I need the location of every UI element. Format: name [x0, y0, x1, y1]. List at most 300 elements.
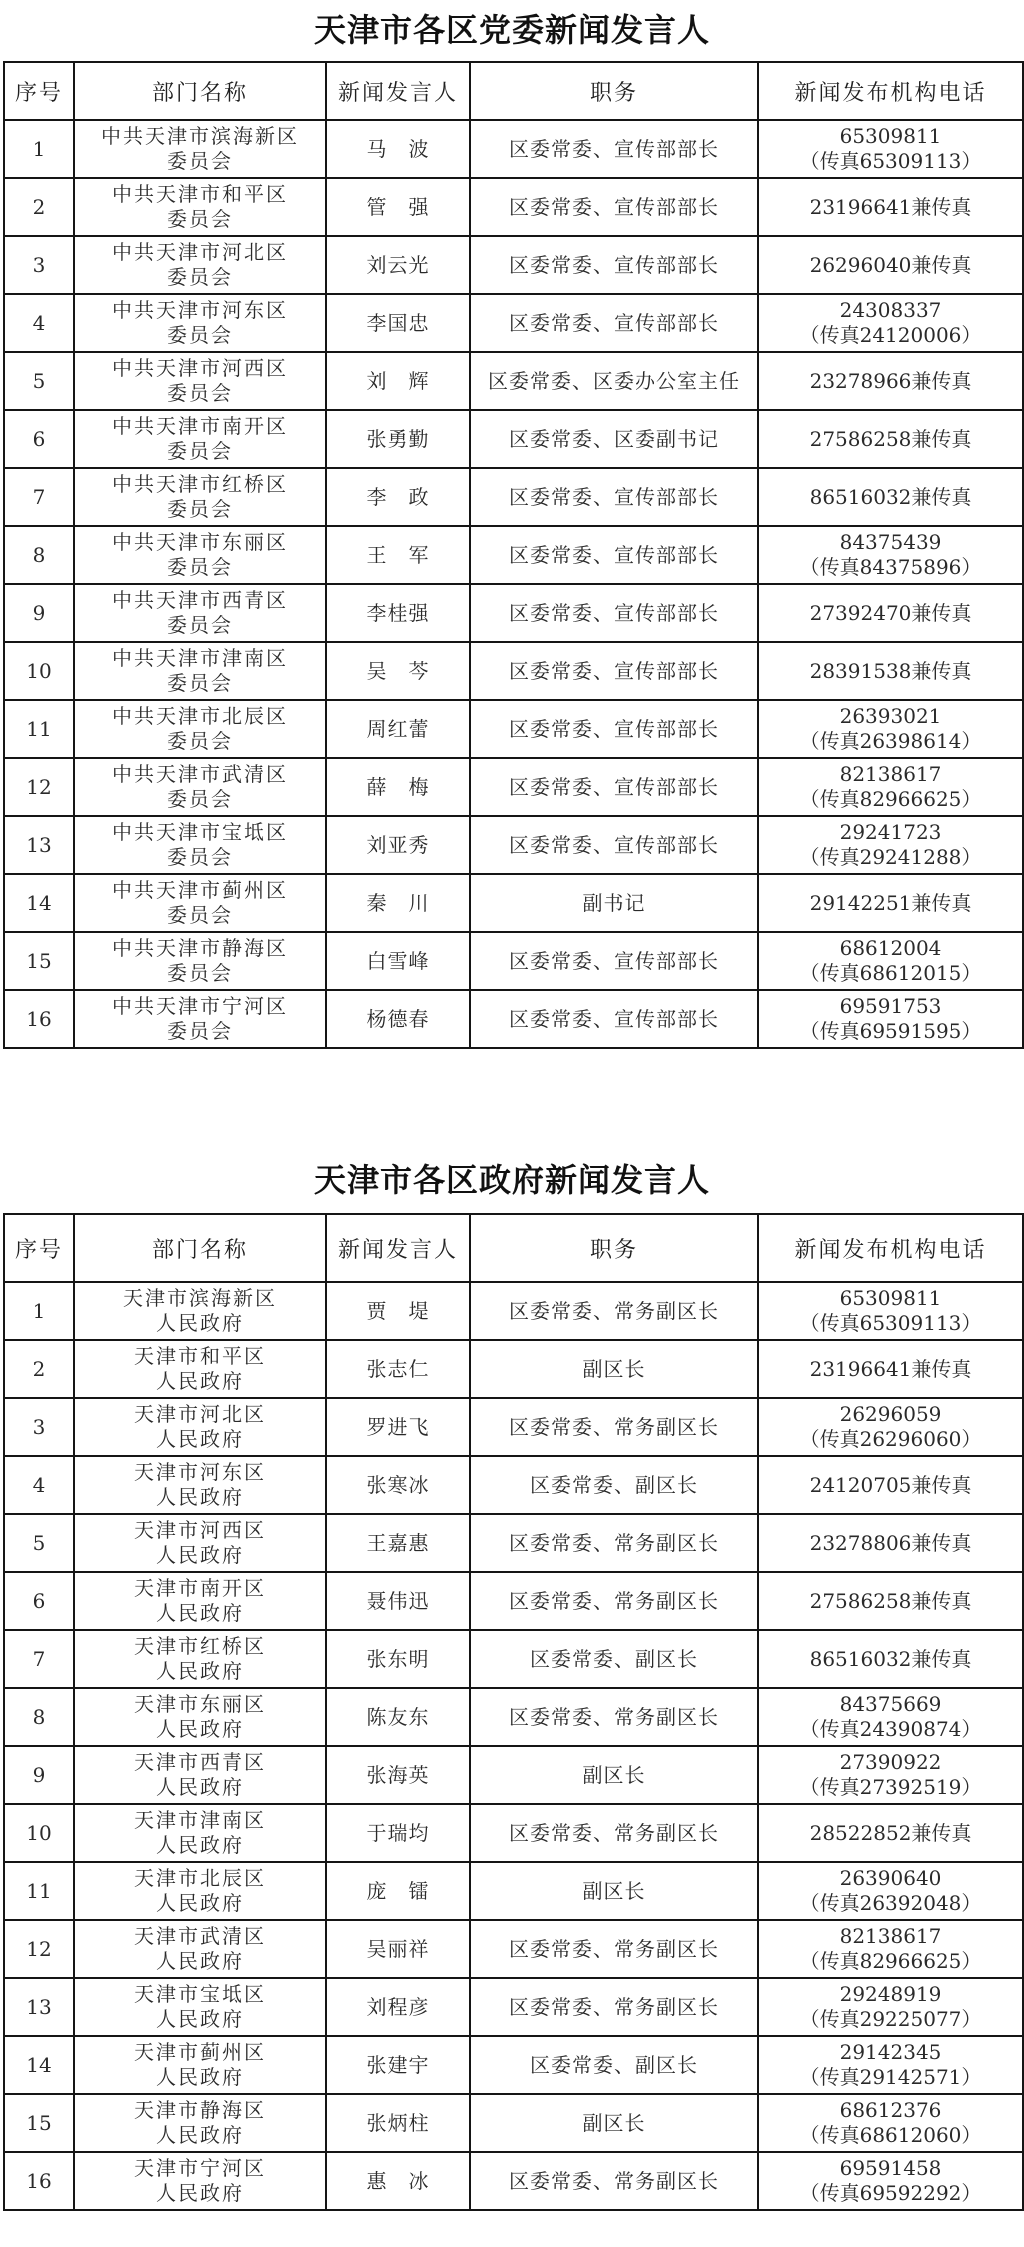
department-cell: [74, 1282, 326, 1340]
department-name-line2: 委员会: [167, 787, 233, 811]
row-index: 5: [4, 1514, 74, 1572]
department-cell: [74, 1630, 326, 1688]
fax-number: （传真27392519）: [799, 1775, 982, 1799]
department-cell: [74, 874, 326, 932]
spokesperson-name: 惠 冰: [326, 2152, 470, 2210]
position-title: 区委常委、宣传部部长: [470, 642, 758, 700]
position-title: 区委常委、宣传部部长: [470, 758, 758, 816]
spokesperson-name: 张志仁: [326, 1340, 470, 1398]
position-title: 副区长: [470, 2094, 758, 2152]
department-cell: [74, 1978, 326, 2036]
table-row: [4, 1862, 1023, 1920]
spokesperson-name: 秦 川: [326, 874, 470, 932]
department-name-line1: 天津市东丽区: [134, 1692, 266, 1716]
fax-number: （传真26296060）: [799, 1427, 982, 1451]
phone-cell: [758, 642, 1023, 700]
fax-number: （传真29142571）: [799, 2065, 982, 2089]
phone-cell: [758, 932, 1023, 990]
fax-number: （传真29225077）: [799, 2007, 982, 2031]
phone-number: 29241723: [839, 820, 942, 844]
spokesperson-name: 王嘉惠: [326, 1514, 470, 1572]
spokesperson-name: 张海英: [326, 1746, 470, 1804]
department-name-line2: 人民政府: [156, 1601, 244, 1625]
department-name-line1: 天津市武清区: [134, 1924, 266, 1948]
department-name-line1: 天津市蓟州区: [134, 2040, 266, 2064]
department-cell: [74, 1572, 326, 1630]
phone-cell: [758, 758, 1023, 816]
department-name-line1: 天津市北辰区: [134, 1866, 266, 1890]
phone-cell: [758, 2152, 1023, 2210]
table-row: [4, 1804, 1023, 1862]
row-index: 7: [4, 468, 74, 526]
fax-number: （传真69592292）: [799, 2181, 982, 2205]
department-name-line2: 委员会: [167, 323, 233, 347]
row-index: 11: [4, 700, 74, 758]
position-title: 区委常委、区委办公室主任: [470, 352, 758, 410]
phone-cell: [758, 120, 1023, 178]
spokesperson-name: 刘云光: [326, 236, 470, 294]
row-index: 15: [4, 932, 74, 990]
department-cell: [74, 758, 326, 816]
position-title: 区委常委、宣传部部长: [470, 700, 758, 758]
phone-number: 69591458: [839, 2156, 942, 2180]
table-row: [4, 874, 1023, 932]
position-title: 区委常委、常务副区长: [470, 1282, 758, 1340]
phone-cell: [758, 352, 1023, 410]
table-row: [4, 236, 1023, 294]
table-row: [4, 1630, 1023, 1688]
phone-number: 24308337: [839, 298, 942, 322]
table-row: [4, 1398, 1023, 1456]
spokesperson-name: 刘程彦: [326, 1978, 470, 2036]
phone-number: 29248919: [839, 1982, 942, 2006]
row-index: 12: [4, 1920, 74, 1978]
spokesperson-name: 李 政: [326, 468, 470, 526]
row-index: 1: [4, 1282, 74, 1340]
department-name-line2: 委员会: [167, 729, 233, 753]
position-title: 区委常委、副区长: [470, 2036, 758, 2094]
spokesperson-name: 马 波: [326, 120, 470, 178]
department-cell: [74, 352, 326, 410]
table-row: [4, 352, 1023, 410]
position-title: 区委常委、常务副区长: [470, 1920, 758, 1978]
department-name-line2: 人民政府: [156, 1949, 244, 1973]
phone-number: 27586258兼传真: [809, 1588, 972, 1613]
phone-cell: [758, 1572, 1023, 1630]
fax-number: （传真26398614）: [799, 729, 982, 753]
department-name-line2: 人民政府: [156, 1543, 244, 1567]
phone-number: 23196641兼传真: [809, 1356, 972, 1381]
department-cell: [74, 1514, 326, 1572]
table-row: [4, 1282, 1023, 1340]
gov-spokesperson-table: [3, 1213, 1024, 2211]
position-title: 区委常委、宣传部部长: [470, 236, 758, 294]
department-name-line2: 人民政府: [156, 1369, 244, 1393]
department-cell: [74, 990, 326, 1048]
row-index: 8: [4, 1688, 74, 1746]
department-name-line1: 中共天津市蓟州区: [112, 878, 288, 902]
department-cell: [74, 468, 326, 526]
row-index: 9: [4, 1746, 74, 1804]
department-name-line1: 中共天津市红桥区: [112, 472, 288, 496]
department-cell: [74, 1920, 326, 1978]
table-row: [4, 2094, 1023, 2152]
phone-cell: [758, 1398, 1023, 1456]
table-row: [4, 526, 1023, 584]
phone-number: 26393021: [839, 704, 942, 728]
row-index: 6: [4, 1572, 74, 1630]
department-name-line1: 中共天津市宁河区: [112, 994, 288, 1018]
department-cell: [74, 700, 326, 758]
spokesperson-name: 庞 镭: [326, 1862, 470, 1920]
row-index: 6: [4, 410, 74, 468]
header-spokesperson: 新闻发言人: [326, 1214, 470, 1282]
phone-number: 65309811: [839, 124, 942, 148]
table-row: [4, 178, 1023, 236]
table-header-row: [4, 62, 1023, 120]
department-name-line2: 人民政府: [156, 2065, 244, 2089]
header-spokesperson: 新闻发言人: [326, 62, 470, 120]
table-row: [4, 120, 1023, 178]
department-name-line2: 委员会: [167, 497, 233, 521]
phone-number: 23196641兼传真: [809, 194, 972, 219]
position-title: 区委常委、区委副书记: [470, 410, 758, 468]
department-name-line1: 中共天津市河东区: [112, 298, 288, 322]
phone-number: 28522852兼传真: [809, 1820, 972, 1845]
header-phone: 新闻发布机构电话: [758, 62, 1023, 120]
department-name-line1: 中共天津市武清区: [112, 762, 288, 786]
position-title: 区委常委、常务副区长: [470, 1688, 758, 1746]
spokesperson-name: 薛 梅: [326, 758, 470, 816]
header-phone: 新闻发布机构电话: [758, 1214, 1023, 1282]
position-title: 区委常委、宣传部部长: [470, 120, 758, 178]
fax-number: （传真24120006）: [799, 323, 982, 347]
department-name-line1: 中共天津市津南区: [112, 646, 288, 670]
department-name-line2: 人民政府: [156, 1833, 244, 1857]
department-cell: [74, 2152, 326, 2210]
fax-number: （传真82966625）: [799, 787, 982, 811]
phone-number: 82138617: [839, 1924, 942, 1948]
department-name-line1: 天津市河北区: [134, 1402, 266, 1426]
department-name-line2: 委员会: [167, 671, 233, 695]
fax-number: （传真69591595）: [799, 1019, 982, 1043]
department-name-line1: 天津市和平区: [134, 1344, 266, 1368]
spokesperson-name: 聂伟迅: [326, 1572, 470, 1630]
party-spokesperson-table: [3, 61, 1024, 1049]
position-title: 副书记: [470, 874, 758, 932]
position-title: 区委常委、宣传部部长: [470, 816, 758, 874]
position-title: 区委常委、常务副区长: [470, 1978, 758, 2036]
department-name-line2: 委员会: [167, 207, 233, 231]
table-row: [4, 1978, 1023, 2036]
department-name-line1: 天津市宝坻区: [134, 1982, 266, 2006]
spokesperson-name: 刘 辉: [326, 352, 470, 410]
department-cell: [74, 1456, 326, 1514]
row-index: 15: [4, 2094, 74, 2152]
spokesperson-name: 吴 芩: [326, 642, 470, 700]
department-cell: [74, 120, 326, 178]
table-row: [4, 932, 1023, 990]
row-index: 10: [4, 642, 74, 700]
department-name-line2: 人民政府: [156, 1427, 244, 1451]
spokesperson-name: 李桂强: [326, 584, 470, 642]
phone-cell: [758, 2036, 1023, 2094]
department-name-line2: 人民政府: [156, 1311, 244, 1335]
table-row: [4, 1456, 1023, 1514]
row-index: 4: [4, 294, 74, 352]
phone-number: 23278966兼传真: [809, 368, 972, 393]
row-index: 3: [4, 236, 74, 294]
position-title: 副区长: [470, 1746, 758, 1804]
row-index: 10: [4, 1804, 74, 1862]
department-name-line1: 中共天津市滨海新区: [101, 124, 299, 148]
table-header-row: [4, 1214, 1023, 1282]
department-cell: [74, 1398, 326, 1456]
position-title: 区委常委、常务副区长: [470, 1514, 758, 1572]
department-name-line2: 人民政府: [156, 1717, 244, 1741]
phone-number: 29142251兼传真: [809, 890, 972, 915]
department-name-line1: 中共天津市西青区: [112, 588, 288, 612]
department-cell: [74, 236, 326, 294]
phone-number: 29142345: [839, 2040, 942, 2064]
row-index: 4: [4, 1456, 74, 1514]
department-cell: [74, 642, 326, 700]
spokesperson-name: 贾 堤: [326, 1282, 470, 1340]
phone-number: 84375669: [839, 1692, 942, 1716]
department-cell: [74, 1862, 326, 1920]
phone-cell: [758, 1862, 1023, 1920]
row-index: 5: [4, 352, 74, 410]
phone-number: 23278806兼传真: [809, 1530, 972, 1555]
spokesperson-name: 罗进飞: [326, 1398, 470, 1456]
department-cell: [74, 816, 326, 874]
department-cell: [74, 1340, 326, 1398]
header-index: 序号: [4, 1214, 74, 1282]
spokesperson-name: 张建宇: [326, 2036, 470, 2094]
header-index: 序号: [4, 62, 74, 120]
department-name-line1: 天津市河西区: [134, 1518, 266, 1542]
phone-cell: [758, 1978, 1023, 2036]
spokesperson-name: 吴丽祥: [326, 1920, 470, 1978]
phone-number: 28391538兼传真: [809, 658, 972, 683]
table-row: [4, 642, 1023, 700]
department-cell: [74, 1688, 326, 1746]
table-row: [4, 468, 1023, 526]
position-title: 区委常委、常务副区长: [470, 2152, 758, 2210]
gov-table-body: [4, 1282, 1023, 2210]
phone-number: 26296040兼传真: [809, 252, 972, 277]
phone-cell: [758, 236, 1023, 294]
department-name-line2: 委员会: [167, 961, 233, 985]
spokesperson-name: 管 强: [326, 178, 470, 236]
position-title: 区委常委、宣传部部长: [470, 178, 758, 236]
department-name-line2: 人民政府: [156, 1485, 244, 1509]
department-cell: [74, 584, 326, 642]
phone-number: 68612376: [839, 2098, 942, 2122]
row-index: 16: [4, 990, 74, 1048]
row-index: 14: [4, 2036, 74, 2094]
party-table-body: [4, 120, 1023, 1048]
header-position: 职务: [470, 1214, 758, 1282]
department-name-line1: 中共天津市静海区: [112, 936, 288, 960]
spokesperson-name: 周红蕾: [326, 700, 470, 758]
table-row: [4, 816, 1023, 874]
department-name-line1: 天津市南开区: [134, 1576, 266, 1600]
phone-cell: [758, 1804, 1023, 1862]
table-row: [4, 1572, 1023, 1630]
department-cell: [74, 1804, 326, 1862]
row-index: 8: [4, 526, 74, 584]
department-cell: [74, 1746, 326, 1804]
department-name-line1: 天津市滨海新区: [123, 1286, 277, 1310]
table-row: [4, 1746, 1023, 1804]
position-title: 区委常委、宣传部部长: [470, 990, 758, 1048]
phone-number: 26390640: [839, 1866, 942, 1890]
phone-cell: [758, 584, 1023, 642]
phone-number: 27390922: [839, 1750, 942, 1774]
department-cell: [74, 526, 326, 584]
fax-number: （传真24390874）: [799, 1717, 982, 1741]
position-title: 区委常委、宣传部部长: [470, 584, 758, 642]
position-title: 区委常委、宣传部部长: [470, 468, 758, 526]
fax-number: （传真82966625）: [799, 1949, 982, 1973]
position-title: 区委常委、副区长: [470, 1456, 758, 1514]
phone-cell: [758, 1746, 1023, 1804]
spokesperson-name: 王 军: [326, 526, 470, 584]
row-index: 1: [4, 120, 74, 178]
department-name-line1: 中共天津市北辰区: [112, 704, 288, 728]
spokesperson-name: 李国忠: [326, 294, 470, 352]
department-name-line1: 中共天津市和平区: [112, 182, 288, 206]
gov-spokesperson-title: 天津市各区政府新闻发言人: [313, 1161, 710, 1199]
fax-number: （传真65309113）: [799, 149, 982, 173]
department-name-line1: 天津市河东区: [134, 1460, 266, 1484]
row-index: 3: [4, 1398, 74, 1456]
position-title: 区委常委、宣传部部长: [470, 932, 758, 990]
phone-number: 86516032兼传真: [809, 484, 972, 509]
fax-number: （传真84375896）: [799, 555, 982, 579]
department-name-line1: 中共天津市南开区: [112, 414, 288, 438]
phone-number: 84375439: [839, 530, 942, 554]
position-title: 区委常委、常务副区长: [470, 1804, 758, 1862]
department-name-line1: 天津市津南区: [134, 1808, 266, 1832]
department-name-line1: 天津市红桥区: [134, 1634, 266, 1658]
table-row: [4, 758, 1023, 816]
department-name-line2: 人民政府: [156, 1659, 244, 1683]
row-index: 12: [4, 758, 74, 816]
spokesperson-name: 张勇勤: [326, 410, 470, 468]
department-name-line2: 委员会: [167, 149, 233, 173]
table-row: [4, 1688, 1023, 1746]
department-cell: [74, 294, 326, 352]
department-name-line1: 天津市静海区: [134, 2098, 266, 2122]
header-department: 部门名称: [74, 62, 326, 120]
phone-number: 65309811: [839, 1286, 942, 1310]
fax-number: （传真26392048）: [799, 1891, 982, 1915]
phone-number: 24120705兼传真: [809, 1472, 972, 1497]
phone-cell: [758, 2094, 1023, 2152]
table-row: [4, 584, 1023, 642]
position-title: 区委常委、宣传部部长: [470, 526, 758, 584]
department-name-line2: 委员会: [167, 265, 233, 289]
department-cell: [74, 410, 326, 468]
row-index: 16: [4, 2152, 74, 2210]
department-name-line2: 人民政府: [156, 1775, 244, 1799]
department-name-line2: 委员会: [167, 439, 233, 463]
table-row: [4, 1514, 1023, 1572]
table-row: [4, 2036, 1023, 2094]
row-index: 13: [4, 1978, 74, 2036]
phone-cell: [758, 1630, 1023, 1688]
table-row: [4, 1340, 1023, 1398]
position-title: 区委常委、副区长: [470, 1630, 758, 1688]
phone-number: 86516032兼传真: [809, 1646, 972, 1671]
phone-cell: [758, 1456, 1023, 1514]
phone-number: 27586258兼传真: [809, 426, 972, 451]
phone-number: 68612004: [839, 936, 942, 960]
row-index: 11: [4, 1862, 74, 1920]
department-name-line1: 天津市西青区: [134, 1750, 266, 1774]
position-title: 副区长: [470, 1862, 758, 1920]
department-cell: [74, 932, 326, 990]
table-row: [4, 2152, 1023, 2210]
phone-cell: [758, 1688, 1023, 1746]
spokesperson-name: 张寒冰: [326, 1456, 470, 1514]
row-index: 2: [4, 178, 74, 236]
table-row: [4, 294, 1023, 352]
row-index: 7: [4, 1630, 74, 1688]
spokesperson-name: 杨德春: [326, 990, 470, 1048]
spokesperson-name: 白雪峰: [326, 932, 470, 990]
phone-number: 26296059: [839, 1402, 942, 1426]
department-name-line1: 中共天津市宝坻区: [112, 820, 288, 844]
phone-number: 69591753: [839, 994, 942, 1018]
department-name-line1: 中共天津市河北区: [112, 240, 288, 264]
position-title: 区委常委、常务副区长: [470, 1398, 758, 1456]
spokesperson-name: 于瑞均: [326, 1804, 470, 1862]
department-cell: [74, 2036, 326, 2094]
header-position: 职务: [470, 62, 758, 120]
department-name-line2: 人民政府: [156, 2181, 244, 2205]
phone-cell: [758, 1920, 1023, 1978]
department-name-line2: 委员会: [167, 903, 233, 927]
spokesperson-name: 张炳柱: [326, 2094, 470, 2152]
department-name-line1: 中共天津市东丽区: [112, 530, 288, 554]
phone-cell: [758, 1514, 1023, 1572]
department-cell: [74, 178, 326, 236]
table-row: [4, 1920, 1023, 1978]
department-name-line2: 人民政府: [156, 1891, 244, 1915]
position-title: 区委常委、常务副区长: [470, 1572, 758, 1630]
phone-cell: [758, 1282, 1023, 1340]
phone-cell: [758, 526, 1023, 584]
table-row: [4, 700, 1023, 758]
spokesperson-name: 陈友东: [326, 1688, 470, 1746]
table-row: [4, 410, 1023, 468]
phone-number: 27392470兼传真: [809, 600, 972, 625]
row-index: 9: [4, 584, 74, 642]
party-spokesperson-title: 天津市各区党委新闻发言人: [313, 11, 710, 49]
phone-cell: [758, 816, 1023, 874]
department-name-line2: 委员会: [167, 1019, 233, 1043]
phone-cell: [758, 990, 1023, 1048]
department-name-line2: 委员会: [167, 613, 233, 637]
department-name-line1: 天津市宁河区: [134, 2156, 266, 2180]
row-index: 2: [4, 1340, 74, 1398]
department-name-line1: 中共天津市河西区: [112, 356, 288, 380]
table-row: [4, 990, 1023, 1048]
department-name-line2: 人民政府: [156, 2123, 244, 2147]
